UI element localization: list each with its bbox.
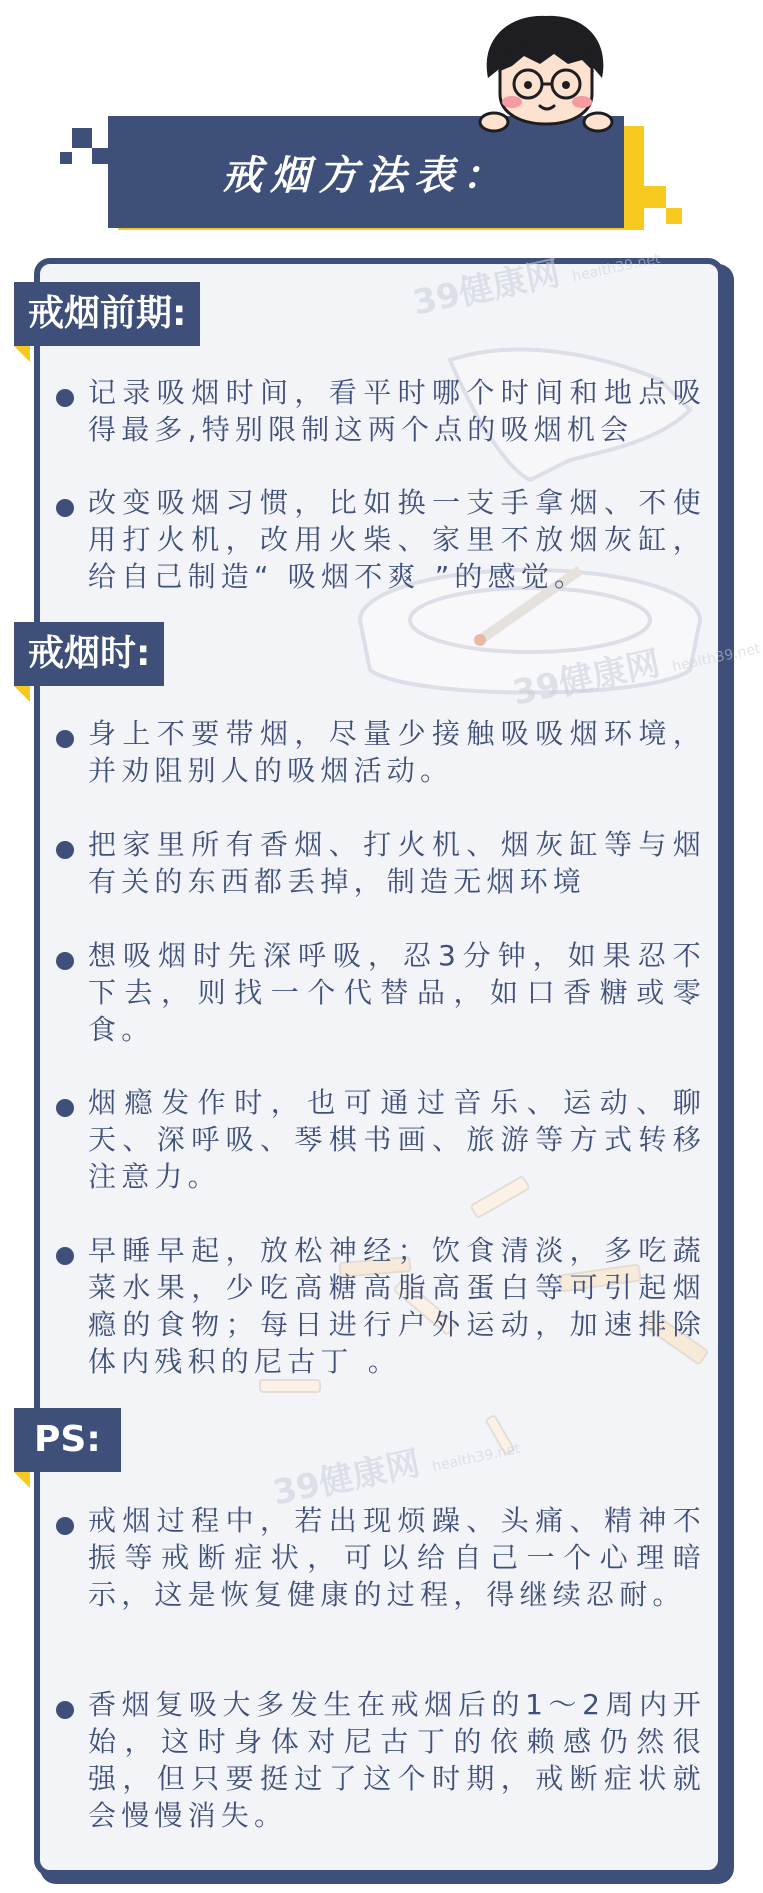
section-label: 戒烟前期: xyxy=(14,282,200,346)
bullet-dot-icon xyxy=(56,730,74,748)
pixel-decoration xyxy=(628,208,640,220)
tab-fold xyxy=(14,346,30,362)
pixel-decoration xyxy=(644,186,666,208)
list-item-text: 香烟复吸大多发生在戒烟后的1～2周内开始，这时身体对尼古丁的依赖感仍然很强，但只要挺过了这个时期，戒断症状就会慢慢消失。 xyxy=(88,1688,706,1832)
list-item xyxy=(56,1084,706,1195)
bullet-dot-icon xyxy=(56,1517,74,1535)
section-label: PS: xyxy=(14,1408,121,1472)
tab-fold xyxy=(14,686,30,702)
list-item-text: 戒烟过程中，若出现烦躁、头痛、精神不振等戒断症状，可以给自己一个心理暗示，这是恢复健康的过程，得继续忍耐。 xyxy=(88,1504,706,1611)
list-item xyxy=(56,826,706,900)
watermark: 39健康网 health39.net xyxy=(269,1440,522,1514)
pixel-decoration xyxy=(72,128,92,148)
bullet-dot-icon xyxy=(56,952,74,970)
pixel-decoration xyxy=(666,208,682,224)
cartoon-avatar-icon xyxy=(470,8,620,130)
list-item-text: 记录吸烟时间，看平时哪个时间和地点吸得最多,特别限制这两个点的吸烟机会 xyxy=(88,376,706,446)
bullet-dot-icon xyxy=(56,499,74,517)
watermark: 39健康网 health39.net xyxy=(509,640,762,714)
bullet-dot-icon xyxy=(56,1099,74,1117)
list-item-text: 把家里所有香烟、打火机、烟灰缸等与烟有关的东西都丢掉，制造无烟环境 xyxy=(88,828,706,898)
list-item xyxy=(56,1232,706,1380)
list-item-text: 烟瘾发作时，也可通过音乐、运动、聊天、深呼吸、琴棋书画、旅游等方式转移注意力。 xyxy=(88,1086,706,1193)
section-label: 戒烟时: xyxy=(14,622,164,686)
bullet-dot-icon xyxy=(56,841,74,859)
watermark: 39健康网 health39.net xyxy=(409,250,662,324)
pixel-decoration xyxy=(60,152,72,164)
page-title: 戒烟方法表： xyxy=(222,152,510,199)
list-item xyxy=(56,374,706,448)
bullet-dot-icon xyxy=(56,1701,74,1719)
list-item-text: 早睡早起，放松神经；饮食清淡，多吃蔬菜水果，少吃高糖高脂高蛋白等可引起烟瘾的食物；每日进行户外运动，加速排除体内残积的尼古丁 。 xyxy=(88,1234,706,1378)
bullet-dot-icon xyxy=(56,1247,74,1265)
list-item-text: 身上不要带烟，尽量少接触吸吸烟环境，并劝阻别人的吸烟活动。 xyxy=(88,717,706,787)
list-item-text: 改变吸烟习惯，比如换一支手拿烟、不使用打火机，改用火柴、家里不放烟灰缸，给自己制造“ 吸烟不爽 ”的感觉。 xyxy=(88,486,706,593)
list-item-text: 想吸烟时先深呼吸，忍3分钟，如果忍不下去，则找一个代替品，如口香糖或零食。 xyxy=(88,939,706,1046)
list-item xyxy=(56,1502,706,1613)
bullet-dot-icon xyxy=(56,389,74,407)
list-item xyxy=(56,937,706,1048)
tab-fold xyxy=(14,1472,30,1488)
list-item xyxy=(56,1686,706,1834)
list-item xyxy=(56,715,706,789)
pixel-decoration xyxy=(92,148,108,164)
list-item xyxy=(56,484,706,595)
